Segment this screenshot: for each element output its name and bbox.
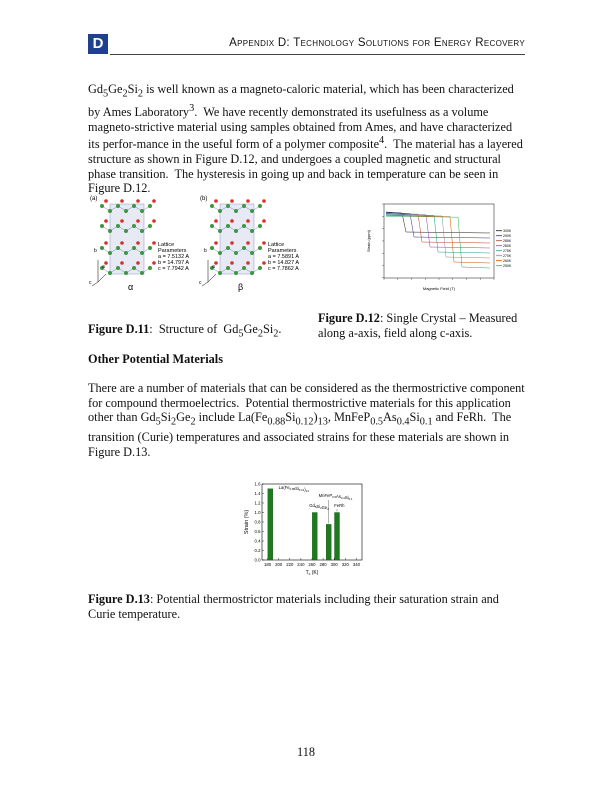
gd-atom: [262, 199, 266, 203]
x-tick-label: 320: [341, 562, 349, 567]
x-tick-label: 260: [308, 562, 316, 567]
gd-atom: [214, 219, 218, 223]
y-tick-label: 0.4: [254, 538, 261, 544]
temperature-legend: [496, 229, 512, 268]
panel-b: [199, 196, 299, 292]
ge-si-atom: [258, 204, 262, 208]
gd-atom: [230, 261, 234, 265]
gd-atom: [104, 199, 108, 203]
lattice-title: Parameters: [268, 248, 297, 254]
legend-label: 250K: [503, 264, 512, 268]
y-tick-label: 1.6: [254, 481, 261, 487]
bar: [326, 524, 331, 560]
gd-atom: [152, 199, 156, 203]
gd-atom: [262, 219, 266, 223]
axis-label-c: c: [89, 280, 92, 286]
panel-tag: (a): [90, 196, 98, 202]
x-tick-label: 220: [286, 562, 294, 567]
ge-si-atom: [148, 204, 152, 208]
y-tick-label: 1.2: [254, 500, 261, 506]
legend-label: 290K: [503, 234, 512, 238]
axis-label-a: a: [212, 264, 215, 270]
section-heading: Other Potential Materials: [88, 352, 224, 366]
gd-atom: [214, 199, 218, 203]
gd-atom: [152, 261, 156, 265]
gd-atom: [152, 241, 156, 245]
panel-tag: (b): [200, 196, 208, 202]
page-number: 118: [297, 745, 315, 759]
phase-symbol: β: [238, 282, 244, 292]
x-axis-label: Magnetic Field (T): [422, 286, 456, 291]
axis-label-c: c: [199, 280, 202, 286]
caption-d12-text: : Single Crystal – Measured along a-axis, field along c-axis.: [318, 311, 518, 340]
caption-d13-label: Figure D.13: [88, 592, 150, 606]
strain-curves: [382, 204, 494, 280]
x-tick-label: 200: [275, 562, 283, 567]
lattice-title: Lattice: [268, 242, 285, 248]
legend-label: 285K: [503, 239, 512, 243]
gd-atom: [120, 261, 124, 265]
x-axis-label: $T_c$ (K): [305, 570, 319, 576]
axis-label-b: b: [94, 248, 97, 254]
caption-d13-text: : Potential thermostrictor materials including their saturation strain and Curie temperature.: [88, 592, 499, 621]
x-tick-label: 240: [297, 562, 305, 567]
caption-d11-text: : Structure of $Gd_5Ge_2Si_2$.: [149, 322, 282, 340]
legend-label: 275K: [503, 249, 512, 253]
gd-atom: [120, 219, 124, 223]
strain-curve: [386, 213, 490, 243]
ge-si-atom: [258, 246, 262, 250]
bar-label: $La(Fe_{0.88}Si_{0.12})_{13}$: [278, 485, 309, 493]
gd-atom: [136, 219, 140, 223]
gd-atom: [230, 219, 234, 223]
gd-atom: [246, 199, 250, 203]
y-tick-label: 1.0: [254, 510, 261, 515]
gd-atom: [246, 241, 250, 245]
appendix-title: Appendix D: Technology Solutions for Energy Recovery: [229, 37, 525, 49]
figure-d11-crystal-structure: [88, 190, 303, 300]
lattice-param: c = 7.7942 A: [158, 266, 189, 272]
bar-label: $Gd_5Si_2Ge_2$: [309, 503, 329, 511]
gd-atom: [262, 261, 266, 265]
ge-si-atom: [148, 266, 152, 270]
bar: [335, 513, 340, 561]
ge-si-atom: [148, 246, 152, 250]
lattice-title: Parameters: [158, 248, 187, 254]
gd-atom: [136, 199, 140, 203]
gd-atom: [136, 241, 140, 245]
axis-label-a: a: [102, 264, 105, 270]
gd-atom: [120, 199, 124, 203]
figure-d12-strain-vs-field: [362, 198, 522, 298]
bar-label: FeRh: [334, 503, 345, 508]
lattice-param: b = 14.827 A: [268, 260, 300, 266]
lattice-param: c = 7.7862 A: [268, 266, 299, 272]
y-tick-label: 1.4: [254, 491, 261, 496]
x-tick-label: 340: [352, 562, 361, 567]
legend-label: 300K: [503, 229, 512, 233]
bar: [312, 513, 317, 561]
gd-atom: [246, 219, 250, 223]
y-tick-label: 0.2: [254, 548, 261, 553]
paragraph-gd5ge2si2: $Gd_5Ge_2Si_2$ is well known as a magneto-caloric material, which has been characterized by Ames Laboratory$^3$. We have recently demonstrated its usefulness as a volume magneto-strictive material using samples obtained from Ames, and have characterized its perfor-mance in the useful form of a polymer composite$^4$. The material has a layered structure as shown in Figure D.12, and undergoes a coupled magnetic and structural phase transition. The hysteresis in going up and back in temperature can be seen in Figure D.12.: [88, 82, 523, 196]
caption-d12: [318, 311, 528, 340]
gd-atom: [104, 219, 108, 223]
legend-label: 280K: [503, 244, 512, 248]
c-axis: [92, 282, 98, 286]
c-axis: [202, 282, 208, 286]
header-rule: [110, 54, 525, 55]
strain-curve: [386, 216, 490, 263]
y-tick-label: 0.8: [254, 519, 261, 525]
gd-atom: [136, 261, 140, 265]
phase-symbol: α: [128, 282, 134, 292]
gd-atom: [230, 199, 234, 203]
caption-d13: [88, 592, 525, 621]
bar: [268, 489, 273, 560]
x-tick-label: 280: [319, 562, 327, 567]
x-tick-label: 180: [263, 562, 272, 567]
appendix-badge: D: [88, 34, 108, 54]
a-axis: [208, 274, 216, 282]
paragraph-thermostrictive: There are a number of materials that can be considered as the thermostrictive component for compound thermoelectrics. Potential thermostrictive materials for this application other than $Gd_5Si_2Ge_2$ include $La(Fe_{0.88}Si_{0.12})_{13}$, $MnFeP_{0.5}As_{0.4}Si_{0.1}$ and FeRh. The transition (Curie) temperatures and associated strains for these materials are shown in Figure D.13.: [88, 381, 525, 459]
ge-si-atom: [258, 224, 262, 228]
ge-si-atom: [148, 224, 152, 228]
y-axis-label: Strain (ppm): [366, 229, 371, 253]
y-axis-label: Strain (%): [244, 509, 250, 535]
axis-label-b: b: [204, 248, 207, 254]
lattice-param: a = 7.5132 A: [158, 254, 190, 260]
bar-label: $MnFeP_{0.5}As_{0.4}Si_{0.1}$: [318, 493, 353, 501]
figure-d13-chart: [240, 476, 370, 586]
lattice-param: b = 14.797 A: [158, 260, 190, 266]
x-tick-label: 300: [330, 562, 338, 567]
gd-atom: [214, 241, 218, 245]
a-axis: [98, 274, 106, 282]
ge-si-atom: [258, 266, 262, 270]
gd-atom: [152, 219, 156, 223]
y-tick-label: 0.0: [254, 557, 261, 563]
lattice-param: a = 7.5891 A: [268, 254, 300, 260]
gd-atom: [120, 241, 124, 245]
page-header: [88, 34, 525, 56]
caption-d11-label: Figure D.11: [88, 322, 150, 336]
caption-d12-label: Figure D.12: [318, 311, 380, 325]
gd-atom: [246, 261, 250, 265]
gd-atom: [230, 241, 234, 245]
gd-atom: [104, 241, 108, 245]
caption-d11: [88, 322, 308, 342]
legend-label: 260K: [503, 259, 512, 263]
y-tick-label: 0.6: [254, 529, 261, 534]
legend-label: 270K: [503, 254, 512, 258]
lattice-title: Lattice: [158, 242, 175, 248]
gd-atom: [262, 241, 266, 245]
panel-a: [89, 196, 189, 292]
